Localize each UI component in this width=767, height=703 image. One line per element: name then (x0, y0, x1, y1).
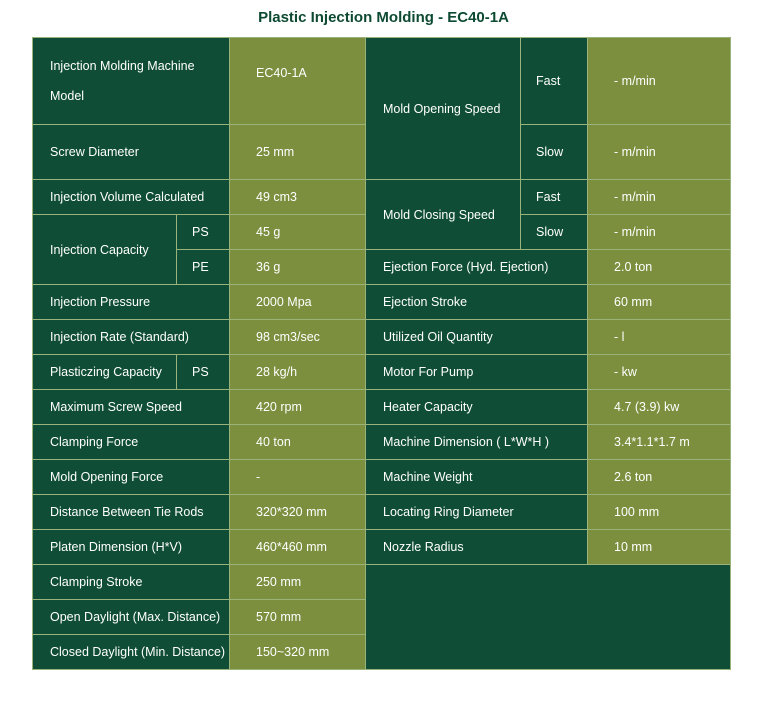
platen-dimension-value: 460*460 mm (230, 530, 366, 565)
mold-opening-fast-value: - m/min (588, 38, 731, 125)
mold-closing-fast-label: Fast (521, 180, 588, 215)
empty-cell (366, 565, 731, 670)
mold-closing-slow-value: - m/min (588, 215, 731, 250)
injection-rate-label: Injection Rate (Standard) (33, 320, 230, 355)
spec-table (32, 37, 731, 670)
injection-capacity-ps-label: PS (177, 215, 230, 250)
table-row (33, 320, 731, 355)
max-screw-speed-value: 420 rpm (230, 390, 366, 425)
clamping-stroke-label: Clamping Stroke (33, 565, 230, 600)
motor-pump-label: Motor For Pump (366, 355, 588, 390)
plasticizing-ps-label: PS (177, 355, 230, 390)
mold-closing-fast-value: - m/min (588, 180, 731, 215)
oil-quantity-value: - l (588, 320, 731, 355)
mold-opening-slow-value: - m/min (588, 125, 731, 180)
table-row (33, 495, 731, 530)
model-value: EC40-1A (230, 38, 366, 125)
oil-quantity-label: Utilized Oil Quantity (366, 320, 588, 355)
table-row (33, 38, 731, 125)
injection-capacity-pe-label: PE (177, 250, 230, 285)
page-title: Plastic Injection Molding - EC40-1A (258, 9, 509, 26)
machine-weight-label: Machine Weight (366, 460, 588, 495)
injection-pressure-label: Injection Pressure (33, 285, 230, 320)
plasticizing-value: 28 kg/h (230, 355, 366, 390)
mold-closing-slow-label: Slow (521, 215, 588, 250)
table-row (33, 355, 731, 390)
open-daylight-label: Open Daylight (Max. Distance) (33, 600, 230, 635)
injection-rate-value: 98 cm3/sec (230, 320, 366, 355)
max-screw-speed-label: Maximum Screw Speed (33, 390, 230, 425)
injection-capacity-pe-value: 36 g (230, 250, 366, 285)
tie-rods-label: Distance Between Tie Rods (33, 495, 230, 530)
nozzle-radius-value: 10 mm (588, 530, 731, 565)
table-row (33, 425, 731, 460)
mold-opening-speed-label: Mold Opening Speed (366, 38, 521, 180)
table-row (33, 180, 731, 215)
injection-capacity-label: Injection Capacity (33, 215, 177, 285)
mold-opening-force-label: Mold Opening Force (33, 460, 230, 495)
machine-dimension-label: Machine Dimension ( L*W*H ) (366, 425, 588, 460)
motor-pump-value: - kw (588, 355, 731, 390)
closed-daylight-value: 150~320 mm (230, 635, 366, 670)
table-row (33, 285, 731, 320)
injection-volume-label: Injection Volume Calculated (33, 180, 230, 215)
tie-rods-value: 320*320 mm (230, 495, 366, 530)
clamping-stroke-value: 250 mm (230, 565, 366, 600)
mold-opening-force-value: - (230, 460, 366, 495)
locating-ring-label: Locating Ring Diameter (366, 495, 588, 530)
screw-diameter-value: 25 mm (230, 125, 366, 180)
heater-capacity-label: Heater Capacity (366, 390, 588, 425)
machine-weight-value: 2.6 ton (588, 460, 731, 495)
table-row (33, 460, 731, 495)
screw-diameter-label: Screw Diameter (33, 125, 230, 180)
machine-dimension-value: 3.4*1.1*1.7 m (588, 425, 731, 460)
open-daylight-value: 570 mm (230, 600, 366, 635)
table-row (33, 390, 731, 425)
ejection-stroke-label: Ejection Stroke (366, 285, 588, 320)
model-label: Injection Molding Machine Model (33, 38, 230, 125)
mold-opening-fast-label: Fast (521, 38, 588, 125)
table-row (33, 565, 731, 600)
ejection-force-value: 2.0 ton (588, 250, 731, 285)
mold-closing-speed-label: Mold Closing Speed (366, 180, 521, 250)
locating-ring-value: 100 mm (588, 495, 731, 530)
injection-volume-value: 49 cm3 (230, 180, 366, 215)
clamping-force-label: Clamping Force (33, 425, 230, 460)
table-row (33, 530, 731, 565)
platen-dimension-label: Platen Dimension (H*V) (33, 530, 230, 565)
injection-capacity-ps-value: 45 g (230, 215, 366, 250)
ejection-force-label: Ejection Force (Hyd. Ejection) (366, 250, 588, 285)
nozzle-radius-label: Nozzle Radius (366, 530, 588, 565)
heater-capacity-value: 4.7 (3.9) kw (588, 390, 731, 425)
ejection-stroke-value: 60 mm (588, 285, 731, 320)
plasticizing-label: Plasticzing Capacity (33, 355, 177, 390)
mold-opening-slow-label: Slow (521, 125, 588, 180)
injection-pressure-value: 2000 Mpa (230, 285, 366, 320)
closed-daylight-label: Closed Daylight (Min. Distance) (33, 635, 230, 670)
clamping-force-value: 40 ton (230, 425, 366, 460)
